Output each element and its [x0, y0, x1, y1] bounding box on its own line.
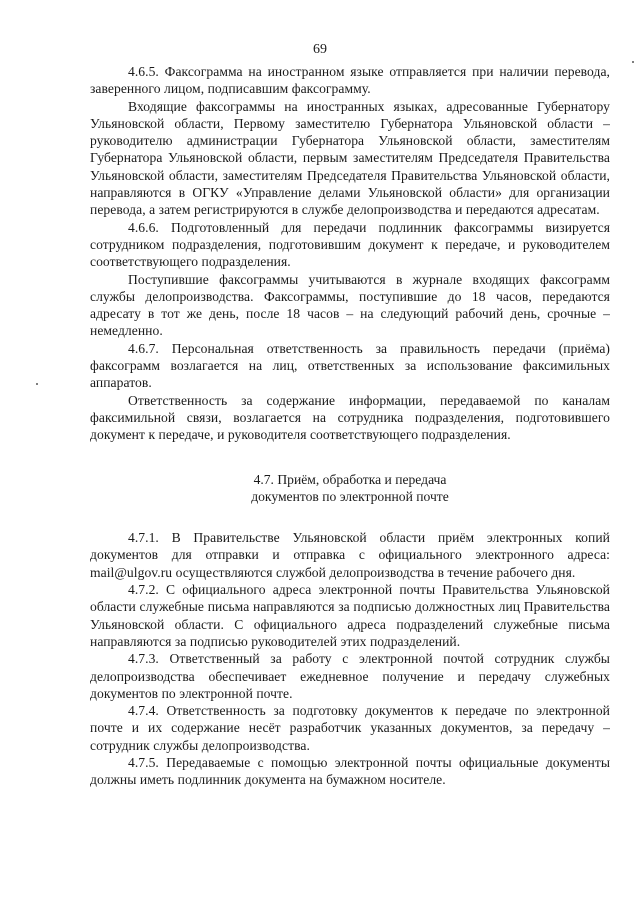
paragraph-4-7-5: 4.7.5. Передаваемые с помощью электронной почты официальные документы должны иметь подлинник документа на бумажном носителе.: [90, 754, 610, 788]
section-heading-4-7: [90, 471, 610, 506]
paragraph-4-7-2: 4.7.2. С официального адреса электронной почты Правительства Ульяновской области служебные письма направляются за подписью должностных лиц Правительства Ульяновской области. С официального адреса подразделений служебные письма направляются за подписью руководителей этих подразделений.: [90, 582, 610, 649]
paragraph-received-faxes: Поступившие факсограммы учитываются в журнале входящих факсограмм службы делопроизводства. Факсограммы, поступившие до 18 часов, передаются адресату в тот же день, после 18 часов – на следующий рабочий день, срочные – немедленно.: [90, 271, 610, 339]
section-heading-line-1: 4.7. Приём, обработка и передача: [253, 471, 447, 487]
scan-speck: [36, 383, 38, 385]
paragraph-4-6-7: 4.6.7. Персональная ответственность за правильность передачи (приёма) факсограмм возлагается на лиц, ответственных за использование факсимильных аппаратов.: [90, 340, 610, 391]
paragraph-4-7-4: 4.7.4. Ответственность за подготовку документов к передаче по электронной почте и их содержание несёт разработчик указанных документов, за передачу – сотрудник службы делопроизводства.: [90, 703, 610, 753]
section-heading-line-2: документов по электронной почте: [251, 488, 449, 504]
scan-speck: [632, 61, 634, 63]
paragraph-4-7-1: 4.7.1. В Правительстве Ульяновской области приём электронных копий документов для отправки и отправка с официального электронного адреса: mail@ulgov.ru осуществляются службой делопроизводства в течение рабочего дня.: [90, 530, 610, 580]
paragraph-content-responsibility: Ответственность за содержание информации, передаваемой по каналам факсимильной связи, возлагается на сотрудника подразделения, подготовившего документ к передаче, и руководителя соответствующего подразделения.: [90, 392, 610, 443]
paragraph-4-7-3: 4.7.3. Ответственный за работу с электронной почтой сотрудник службы делопроизводства обеспечивает ежедневное получение и передачу служебных документов по электронной почте.: [90, 651, 610, 701]
paragraph-4-6-6: 4.6.6. Подготовленный для передачи подлинник факсограммы визируется сотрудником подразделения, подготовившим документ к передаче, и руководителем соответствующего подразделения.: [90, 219, 610, 270]
paragraph-4-6-5: 4.6.5. Факсограмма на иностранном языке отправляется при наличии перевода, заверенного лицом, подписавшим факсограмму.: [90, 64, 610, 97]
page-number: 69: [313, 42, 327, 57]
document-body: [90, 63, 610, 789]
paragraph-incoming-foreign-faxes: Входящие факсограммы на иностранных языках, адресованные Губернатору Ульяновской области, Первому заместителю Губернатора Ульяновской области – руководителю администрации Губернатора Ульяновской области, заместителям Губернатора Ульяновской области, первым заместителям Председателя Правительства Ульяновской области, заместителям Председателя Правительства Ульяновской области, направляются в ОГКУ «Управление делами Ульяновской области» для организации перевода, а затем регистрируются в службе делопроизводства и передаются адресатам.: [90, 98, 610, 218]
